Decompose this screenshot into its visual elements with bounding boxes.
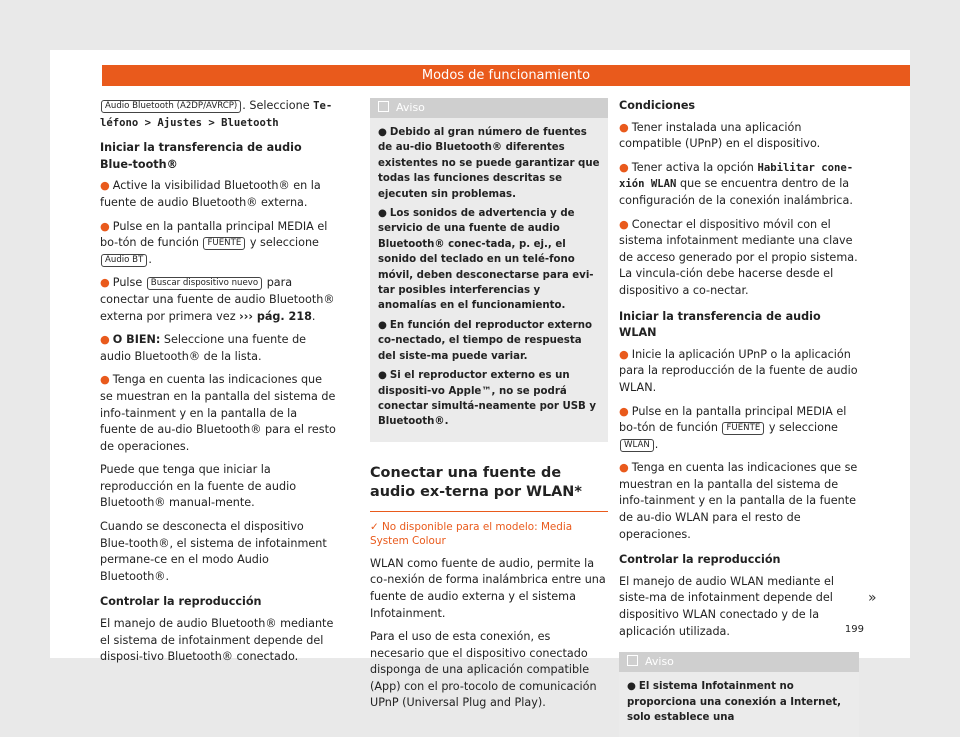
notice-item bbox=[378, 368, 600, 430]
paragraph: Para el uso de esta conexión, es necesario que el dispositivo conectado disponga de una aplicación compatible (App) con el pro-tocolo de comunicación UPnP (Universal Plug and Play). bbox=[370, 630, 597, 710]
bullet-icon: ● bbox=[619, 120, 629, 134]
notice-header bbox=[370, 98, 608, 118]
list-item bbox=[100, 372, 336, 455]
check-icon: ✓ bbox=[370, 520, 383, 533]
list-item bbox=[619, 404, 859, 454]
bullet-icon: ● bbox=[378, 319, 387, 331]
list-item-text: Tener activa la opción bbox=[631, 160, 758, 174]
heading-control: Controlar la reproducción bbox=[100, 595, 262, 609]
notice-header bbox=[619, 652, 859, 672]
paragraph: WLAN como fuente de audio, permite la co-nexión de forma inalámbrica entre una fuente de audio externa y el sistema Infotainment. bbox=[370, 556, 606, 620]
bullet-icon: ● bbox=[619, 404, 629, 418]
intro-text: . Seleccione bbox=[242, 99, 314, 112]
bullet-icon: ● bbox=[378, 208, 387, 220]
notice-box bbox=[619, 652, 859, 737]
not-available-text: No disponible para el modelo: Media System Colour bbox=[370, 520, 573, 547]
key-buscar-dispositivo: Buscar dispositivo nuevo bbox=[147, 277, 262, 290]
list-item-text: y seleccione bbox=[765, 421, 838, 435]
menu-path: Te-léfono > Ajustes > Bluetooth bbox=[100, 100, 333, 129]
paragraph: Puede que tenga que iniciar la reproducción en la fuente de audio Bluetooth® manual-mente. bbox=[100, 463, 297, 510]
notice-item bbox=[378, 125, 600, 202]
bullet-icon: ● bbox=[100, 179, 110, 193]
column-right bbox=[619, 98, 859, 737]
list-item bbox=[100, 275, 336, 325]
heading-start-bluetooth: Iniciar la transferencia de audio Blue-tooth® bbox=[100, 141, 302, 171]
notice-text: Los sonidos de advertencia y de servicio de una fuente de audio Bluetooth® conec-tada, p. ej., el sonido del teclado en un telé-fono móvil, deben desconectarse para evi-tar posibles interferencias y anomalías en el funcionamiento. bbox=[378, 208, 594, 312]
bullet-icon: ● bbox=[378, 370, 387, 382]
list-item-text: Pulse bbox=[112, 276, 146, 290]
notice-body bbox=[370, 118, 608, 442]
heading-start-wlan: Iniciar la transferencia de audio WLAN bbox=[619, 309, 821, 340]
notice-title: Aviso bbox=[396, 101, 425, 114]
notice-item bbox=[627, 679, 851, 725]
section-title: Conectar una fuente de audio ex-terna por WLAN* bbox=[370, 464, 608, 512]
list-item-text: Inicie la aplicación UPnP o la aplicación para la reproducción de la fuente de audio WLAN. bbox=[619, 347, 858, 394]
notice-box bbox=[370, 98, 608, 442]
list-item-text: . bbox=[311, 309, 316, 323]
not-available-note bbox=[370, 520, 608, 548]
list-item-text: Pulse en la pantalla principal MEDIA el bo-tón de función bbox=[100, 219, 328, 250]
bullet-icon: ● bbox=[100, 373, 110, 387]
info-icon bbox=[378, 101, 389, 112]
list-item-text: y seleccione bbox=[246, 236, 319, 250]
notice-text: Si el reproductor externo es un dispositi-vo Apple™, no se podrá conectar simultá-neamente por USB y Bluetooth®. bbox=[378, 370, 597, 428]
list-item-text: para conectar una fuente de audio Bluetooth® externa por primera vez bbox=[100, 276, 335, 323]
paragraph: El manejo de audio WLAN mediante el siste-ma de infotainment depende del dispositivo WLAN conectado y de la aplicación utilizada. bbox=[619, 574, 834, 638]
paragraph: Cuando se desconecta el dispositivo Blue-tooth®, el sistema de infotainment permane-ce en el modo Audio Bluetooth®. bbox=[100, 520, 327, 583]
list-item-text: Tenga en cuenta las indicaciones que se muestran en la pantalla del sistema de info-tainment y en la pantalla de la fuente de au-dio Bluetooth® para el resto de operaciones. bbox=[100, 373, 336, 453]
key-audio-bt: Audio BT bbox=[101, 254, 147, 267]
column-middle bbox=[370, 98, 608, 719]
column-left bbox=[100, 98, 336, 673]
notice-item bbox=[378, 318, 600, 364]
page-reference-link[interactable]: ››› pág. 218 bbox=[239, 309, 312, 323]
info-icon bbox=[627, 655, 638, 666]
list-item-text: Active la visibilidad Bluetooth® en la fuente de audio Bluetooth® externa. bbox=[100, 179, 321, 209]
list-item bbox=[619, 160, 859, 210]
list-item-text: Tenga en cuenta las indicaciones que se muestran en la pantalla del sistema de info-tainment y en la pantalla de la fuente de au-dio WLAN para el resto de operaciones. bbox=[619, 461, 858, 541]
bullet-icon: ● bbox=[100, 333, 110, 347]
bullet-icon: ● bbox=[100, 276, 110, 290]
bullet-icon: ● bbox=[619, 160, 629, 174]
bullet-icon: ● bbox=[378, 127, 387, 138]
list-item-bold: O BIEN: bbox=[112, 333, 161, 347]
heading-control: Controlar la reproducción bbox=[619, 553, 781, 567]
notice-text: El sistema Infotainment no proporciona una conexión a Internet, solo establece una bbox=[627, 681, 841, 724]
list-item bbox=[100, 219, 336, 269]
notice-text: En función del reproductor externo co-nectado, el tiempo de respuesta del siste-ma puede variar. bbox=[378, 319, 592, 362]
notice-item bbox=[378, 206, 600, 314]
bullet-icon: ● bbox=[619, 461, 629, 475]
key-audio-bluetooth: Audio Bluetooth (A2DP/AVRCP) bbox=[101, 100, 241, 113]
manual-page bbox=[50, 50, 910, 724]
bullet-icon: ● bbox=[619, 217, 629, 231]
continue-arrow-icon: » bbox=[868, 590, 877, 606]
intro-paragraph bbox=[100, 98, 336, 131]
bullet-icon: ● bbox=[100, 219, 110, 233]
list-item bbox=[619, 217, 859, 300]
key-fuente: FUENTE bbox=[722, 422, 764, 435]
key-fuente: FUENTE bbox=[203, 237, 245, 250]
list-item-text: . bbox=[654, 437, 659, 451]
list-item-text: Conectar el dispositivo móvil con el sistema infotainment mediante una clave de acceso generado por el propio sistema. La vincula-ción debe hacerse desde el dispositivo a co-nectar. bbox=[619, 217, 858, 297]
list-item bbox=[619, 120, 859, 153]
page-header: Modos de funcionamiento bbox=[102, 65, 910, 86]
page-number: 199 bbox=[844, 624, 864, 635]
list-item bbox=[619, 347, 859, 397]
key-wlan: WLAN bbox=[620, 439, 654, 452]
list-item-text: . bbox=[148, 252, 152, 266]
list-item-text: Tener instalada una aplicación compatible (UPnP) en el dispositivo. bbox=[619, 120, 821, 151]
list-item-text: Pulse en la pantalla principal MEDIA el bo-tón de función bbox=[619, 404, 847, 435]
option-name: Habilitar cone-xión WLAN bbox=[619, 161, 854, 191]
heading-conditions: Condiciones bbox=[619, 99, 696, 112]
notice-body bbox=[619, 672, 859, 737]
list-item-text: Seleccione una fuente de audio Bluetooth® de la lista. bbox=[100, 333, 307, 363]
list-item-text: que se encuentra dentro de la configuración de la conexión inalámbrica. bbox=[619, 177, 853, 207]
paragraph: El manejo de audio Bluetooth® mediante el sistema de infotainment depende del disposi-tivo Bluetooth® conectado. bbox=[100, 617, 334, 664]
bullet-icon: ● bbox=[627, 681, 636, 693]
list-item bbox=[100, 178, 336, 211]
list-item bbox=[100, 332, 336, 365]
notice-title: Aviso bbox=[645, 655, 674, 669]
list-item bbox=[619, 460, 859, 543]
notice-text: Debido al gran número de fuentes de au-dio Bluetooth® diferentes existentes no se puede garantizar que todas las funciones descritas se ejecuten sin problemas. bbox=[378, 127, 600, 200]
bullet-icon: ● bbox=[619, 347, 629, 361]
